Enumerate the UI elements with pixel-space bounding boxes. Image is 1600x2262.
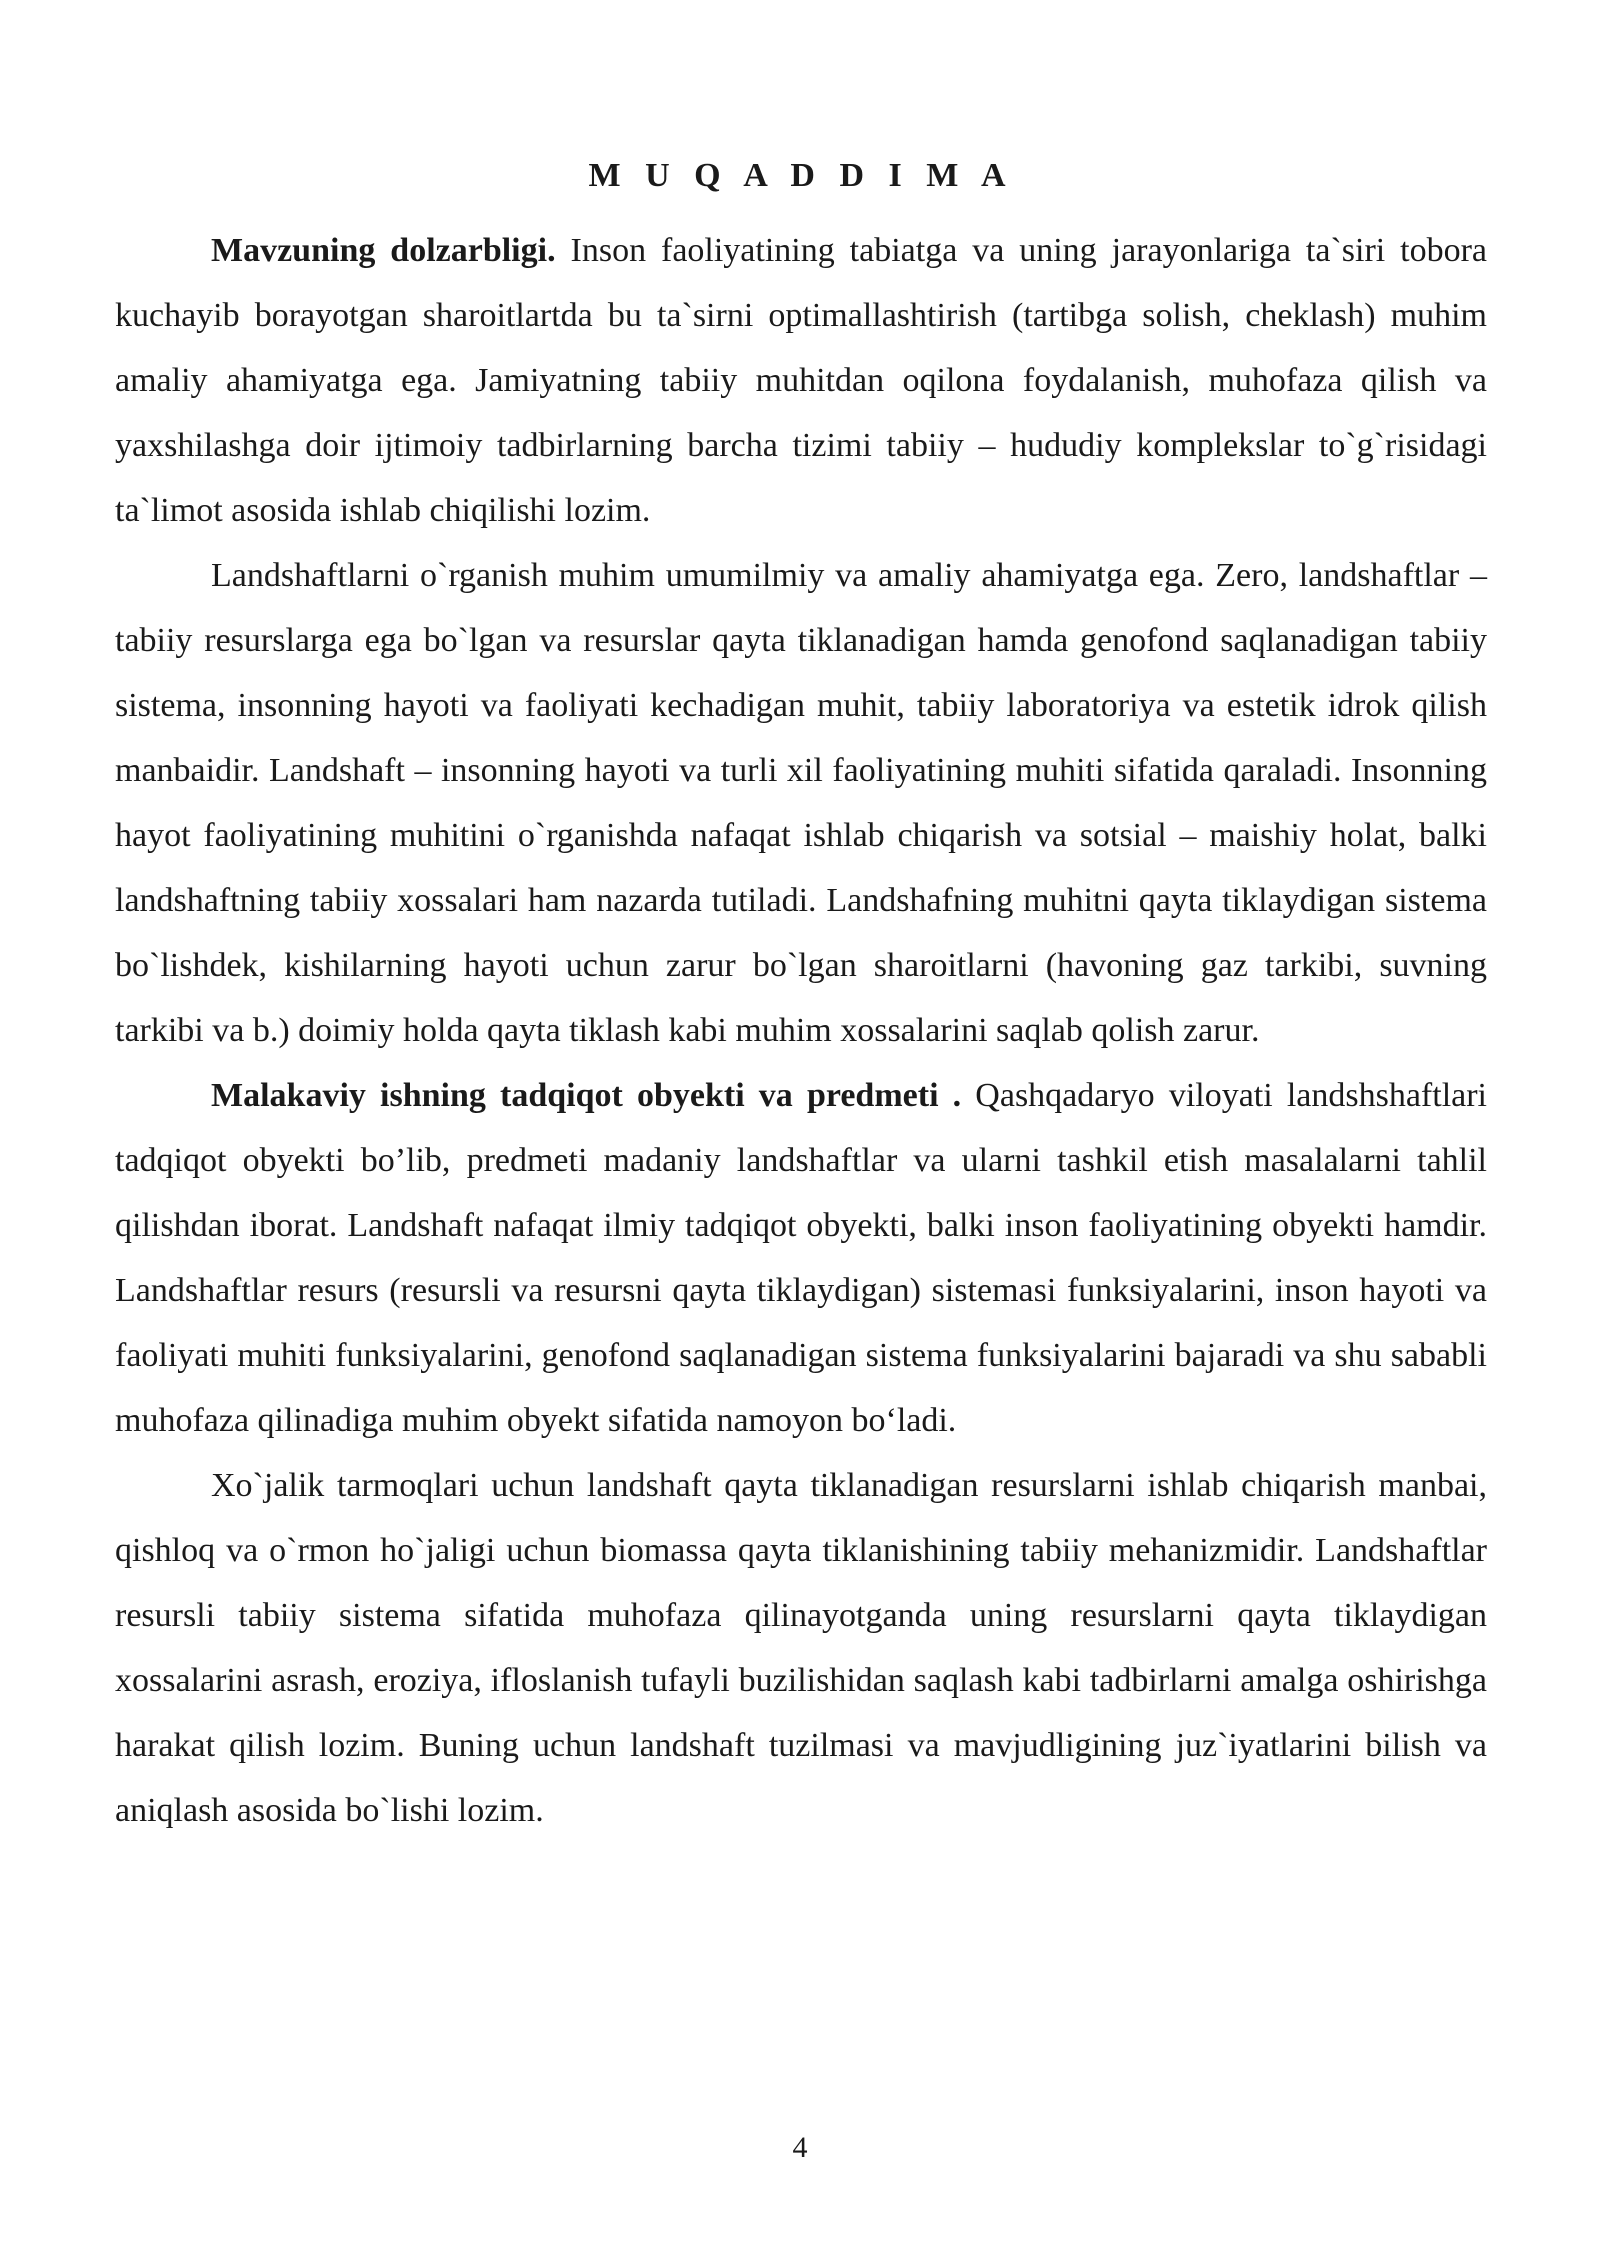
paragraph-lead: Mavzuning dolzarbligi.: [211, 232, 556, 269]
paragraph-text: Landshaftlarni o`rganish muhim umumilmiy va amaliy ahamiyatga ega. Zero, landshaftlar – tabiiy resurslarga ega bo`lgan va resurslar qayta tiklanadigan hamda genofond saqlanadigan tabiiy sistema, insonning hayoti va faoliyati kechadigan muhit, tabiiy laboratoriya va estetik idrok qilish manbaidir. Landshaft – insonning hayoti va turli xil faoliyatining muhiti sifatida qaraladi. Insonning hayot faoliyatining muhitini o`rganishda nafaqat ishlab chiqarish va sotsial – maishiy holat, balki landshaftning tabiiy xossalari ham nazarda tutiladi. Landshafning muhitni qayta tiklaydigan sistema bo`lishdek, kishilarning hayoti uchun zarur bo`lgan sharoitlarni (havoning gaz tarkibi, suvning tarkibi va b.) doimiy holda qayta tiklash kabi muhim xossalarini saqlab qolish zarur.: [115, 557, 1487, 1049]
page-content: [115, 152, 1487, 1843]
page-number: 4: [792, 2131, 808, 2164]
paragraph-text: Qashqadaryo viloyati landshshaftlari tadqiqot obyekti bo’lib, predmeti madaniy landshaftlar va ularni tashkil etish masalalarni tahlil qilishdan iborat. Landshaft nafaqat ilmiy tadqiqot obyekti, balki inson faoliyatining obyekti hamdir. Landshaftlar resurs (resursli va resursni qayta tiklaydigan) sistemasi funksiyalarini, inson hayoti va faoliyati muhiti funksiyalarini, genofond saqlanadigan sistema funksiyalarini bajaradi va shu sababli muhofaza qilinadiga muhim obyekt sifatida namoyon bo‘ladi.: [115, 1077, 1487, 1439]
paragraph-landscapes: [115, 543, 1487, 1063]
paragraph-lead: Malakaviy ishning tadqiqot obyekti va predmeti .: [211, 1077, 962, 1114]
paragraph-relevance: [115, 218, 1487, 543]
paragraph-economy: [115, 1453, 1487, 1843]
page-title: M U Q A D D I M A: [588, 157, 1014, 194]
paragraph-text: Inson faoliyatining tabiatga va uning jarayonlariga ta`siri tobora kuchayib borayotgan sharoitlartda bu ta`sirni optimallashtirish (tartibga solish, cheklash) muhim amaliy ahamiyatga ega. Jamiyatning tabiiy muhitdan oqilona foydalanish, muhofaza qilish va yaxshilashga doir ijtimoiy tadbirlarning barcha tizimi tabiiy – hududiy komplekslar to`g`risidagi ta`limot asosida ishlab chiqilishi lozim.: [115, 232, 1487, 529]
paragraph-object-subject: [115, 1063, 1487, 1453]
paragraph-text: Xo`jalik tarmoqlari uchun landshaft qayta tiklanadigan resurslarni ishlab chiqarish manbai, qishloq va o`rmon ho`jaligi uchun biomassa qayta tiklanishining tabiiy mehanizmidir. Landshaftlar resursli tabiiy sistema sifatida muhofaza qilinayotganda uning resurslarni qayta tiklaydigan xossalarini asrash, eroziya, ifloslanish tufayli buzilishidan saqlash kabi tadbirlarni amalga oshirishga harakat qilish lozim. Buning uchun landshaft tuzilmasi va mavjudligining juz`iyatlarini bilish va aniqlash asosida bo`lishi lozim.: [115, 1467, 1487, 1829]
